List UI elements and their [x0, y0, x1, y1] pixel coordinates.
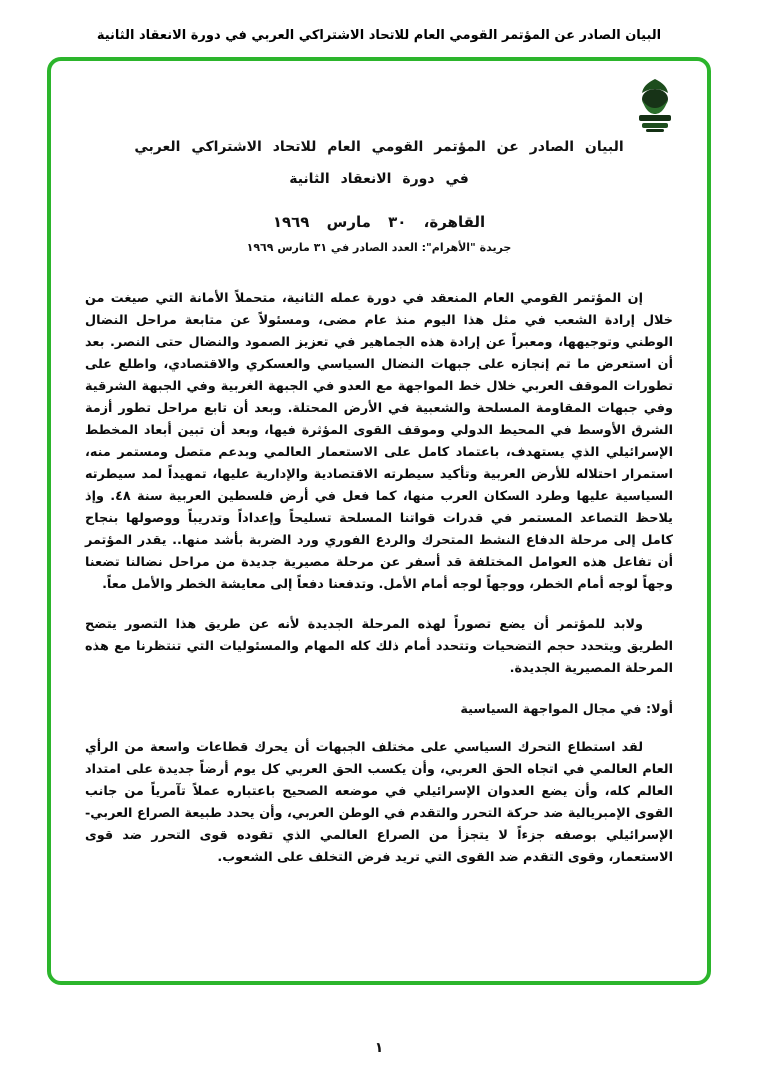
paragraph-2: ولابد للمؤتمر أن يضع تصوراً لهذه المرحلة الجديدة لأنه عن طريق هذا التصور يتضح الطريق ويتحدد حجم التضحيات وتتحدد أمام ذلك كله المهام والمسئوليات التي تنتظرنا مع هذه المرحلة المصيرية الجديدة. — [85, 617, 673, 676]
publisher-emblem-icon — [633, 77, 677, 133]
source-line: جريدة "الأهرام": العدد الصادر في ٣١ مارس ١٩٦٩ — [246, 241, 512, 254]
document-title-line1: البيان الصادر عن المؤتمر القومي العام للاتحاد الاشتراكي العربي — [134, 139, 624, 155]
paragraph-1: إن المؤتمر القومي العام المنعقد في دورة عمله الثانية، متحملاً الأمانة التي صيغت من خلال إرادة الشعب في مثل هذا اليوم منذ عام مضى، ومسئولاً عن متابعة مراحل النضال الوطني وتوجيهها، ومعبراً عن إرادة هذه الجماهير في تعزيز الصمود والنضال حتى النصر. بعد أن استعرض ما تم إنجازه على جبهات النضال السياسي والعسكري والاقتصادي، واطلع على تطورات الموقف العربي خلال خط المواجهة مع العدو في الجبهة الغربية وفي الجبهة الشرقية وفي جبهات المقاومة المسلحة والشعبية في الأرض المحتلة. وبعد أن تابع مراحل تطور أزمة الشرق الأوسط في المحيط الدولي وموقف القوى المؤثرة فيها، وبعد أن تبين أبعاد المخطط الإسرائيلي الذي يستهدف، باعتماد كامل على الاستعمار العالمي وبدعم متصل ومستمر منه، استمرار احتلاله للأرض العربية وتأكيد سيطرته الاقتصادية والإدارية عليها، تمهيداً لمد سيطرته السياسية عليها وطرد السكان العرب منها، كما فعل في أرض فلسطين العربية سنة ٤٨. وإذ يلاحظ التصاعد المستمر في قدرات قواتنا المسلحة تسليحاً وإعداداً وتدريباً ووصولها بنجاح كامل إلى مرحلة الدفاع النشط المتحرك والردع الفوري ورد الضربة بأشد منها.. يقدر المؤتمر أن تفاعل هذه العوامل المختلفة قد أسفر عن مرحلة مصيرية جديدة من مراحل نضالنا تضعنا وجهاً لوجه أمام الخطر، ووجهاً لوجه أمام الأمل. وتدفعنا دفعاً إلى معايشة الخطر والأمل معاً. — [85, 291, 673, 592]
section-heading: أولا: في مجال المواجهة السياسية — [460, 702, 673, 717]
paragraph-3: لقد استطاع التحرك السياسي على مختلف الجبهات أن يحرك قطاعات واسعة من الرأي العام العالمي في اتجاه الحق العربي، وأن يكسب الحق العربي كل يوم أرضاً جديدة على امتداد العالم كله، وأن يضع العدوان الإسرائيلي في موضعه الصحيح باعتباره عملاً تآمرياً من جانب القوى الإمبريالية ضد حركة التحرر والتقدم في الوطن العربي، وأن يحدد طبيعة الصراع العربي- الإسرائيلي بوصفه جزءاً لا يتجزأ من الصراع العالمي الذي تقوده قوى التحرر ضد قوى الاستعمار، وقوى التقدم ضد القوى التي تريد فرض التخلف على الشعوب. — [85, 740, 673, 865]
document-title-line2: في دورة الانعقاد الثانية — [289, 171, 469, 187]
content-frame — [47, 57, 711, 985]
body-copy — [85, 288, 673, 869]
date-line: القاهرة، ٣٠ مارس ١٩٦٩ — [272, 213, 486, 231]
emblem-row — [85, 77, 673, 135]
running-header: البيان الصادر عن المؤتمر القومي العام للاتحاد الاشتراكي العربي في دورة الانعقاد الثانية — [96, 28, 662, 43]
page-number: ١ — [374, 1040, 384, 1056]
